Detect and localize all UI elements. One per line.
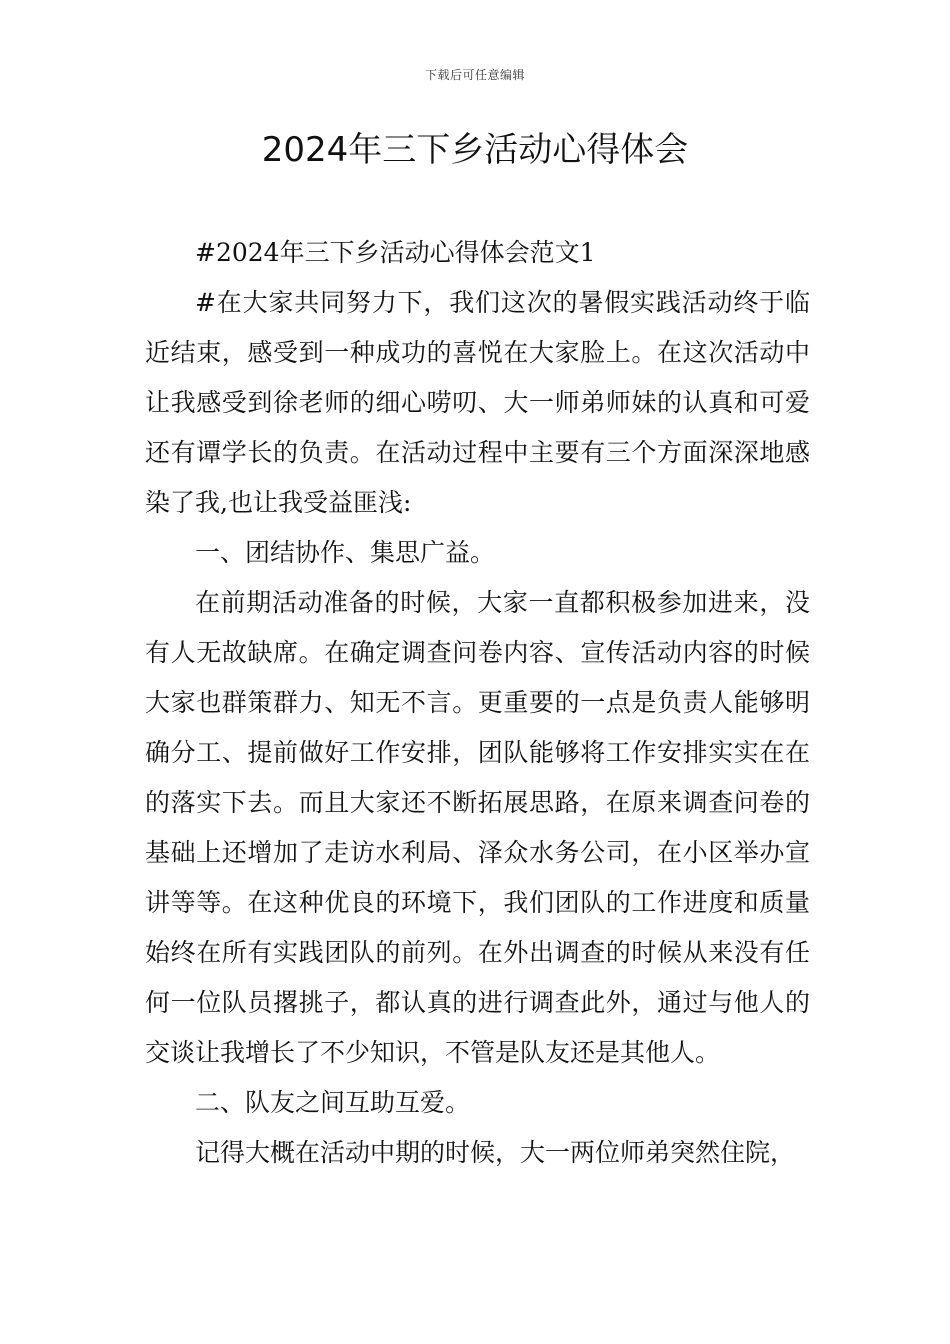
- paragraph-section-1: 在前期活动准备的时候，大家一直都积极参加进来，没有人无故缺席。在确定调查问卷内容、宣传活动内容的时候大家也群策群力、知无不言。更重要的一点是负责人能够明确分工、提前做好工作安排，团队能够将工作安排实实在在的落实下去。而且大家还不断拓展思路，在原来调查问卷的基础上还增加了走访水利局、泽众水务公司，在小区举办宣讲等等。在这种优良的环境下，我们团队的工作进度和质量始终在所有实践团队的前列。在外出调查的时候从来没有任何一位队员撂挑子，都认真的进行调查此外，通过与他人的交谈让我增长了不少知识，不管是队友还是其他人。: [145, 588, 810, 1067]
- document-body: [145, 228, 810, 1178]
- paragraph-subtitle: #2024年三下乡活动心得体会范文1: [195, 238, 596, 267]
- document-title: 2024年三下乡活动心得体会: [261, 130, 689, 170]
- paragraph-intro: #在大家共同努力下，我们这次的暑假实践活动终于临近结束，感受到一种成功的喜悦在大家脸上。在这次活动中让我感受到徐老师的细心唠叨、大一师弟师妹的认真和可爱还有谭学长的负责。在活动过程中主要有三个方面深深地感染了我,也让我受益匪浅:: [145, 288, 810, 517]
- section-heading-1: 一、团结协作、集思广益。: [195, 538, 496, 567]
- header-note: 下载后可任意编辑: [424, 68, 525, 82]
- section-heading-2: 二、队友之间互助互爱。: [195, 1088, 471, 1117]
- paragraph-section-2: 记得大概在活动中期的时候，大一两位师弟突然住院，: [195, 1138, 796, 1167]
